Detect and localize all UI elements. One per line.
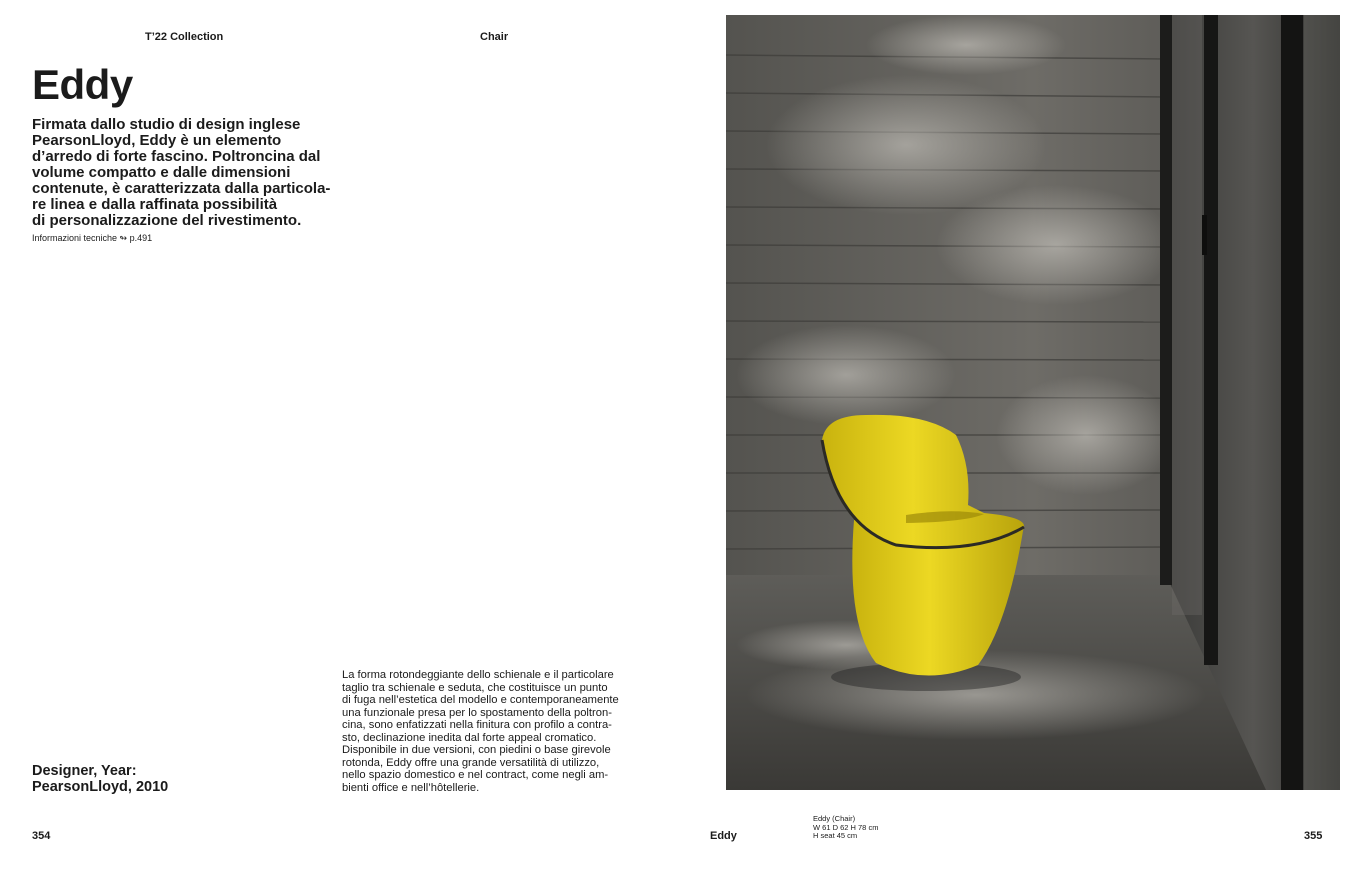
- body-line: rotonda, Eddy offre una grande versatilità di utilizzo,: [342, 756, 600, 769]
- lead-line: PearsonLloyd, Eddy è un elemento: [32, 132, 282, 149]
- running-header-category: Chair: [480, 31, 509, 43]
- designer-value: PearsonLloyd, 2010: [32, 779, 169, 795]
- body-line: di fuga nell’estetica del modello e contemporaneamente: [342, 694, 619, 706]
- body-line: nello spazio domestico e nel contract, come negli am-: [342, 769, 609, 781]
- running-footer-title: Eddy: [710, 830, 737, 842]
- lead-line: d’arredo di forte fascino. Poltroncina dal: [32, 148, 321, 165]
- product-photo: [726, 15, 1340, 790]
- caption-line: W 61 D 62 H 78 cm: [813, 822, 879, 832]
- body-line: sto, declinazione inedita dal forte appeal cromatico.: [342, 731, 597, 744]
- lead-line: di personalizzazione del rivestimento.: [32, 212, 302, 229]
- body-line: bienti office e nell’hôtellerie.: [342, 781, 480, 794]
- body-line: taglio tra schienale e seduta, che costituisce un punto: [342, 681, 608, 694]
- body-line: Disponibile in due versioni, con piedini o base girevole: [342, 744, 611, 756]
- caption-line: Eddy (Chair): [813, 814, 856, 823]
- page-number-left: 354: [32, 830, 51, 842]
- lead-line: volume compatto e dalle dimensioni: [32, 164, 291, 181]
- body-paragraph: [342, 669, 619, 794]
- designer-credit: [32, 763, 168, 795]
- body-line: cina, sono enfatizzati nella finitura con profilo a contra-: [342, 719, 612, 731]
- tech-info-link[interactable]: Informazioni tecniche ↬ p.491: [32, 233, 153, 243]
- page-title: Eddy: [32, 61, 133, 108]
- designer-label: Designer, Year:: [32, 763, 137, 779]
- body-line: una funzionale presa per lo spostamento della poltron-: [342, 706, 612, 719]
- lead-line: Firmata dallo studio di design inglese: [32, 116, 301, 133]
- photo-caption: [813, 815, 878, 841]
- lead-line: re linea e dalla raffinata possibilità: [32, 196, 278, 213]
- body-line: La forma rotondeggiante dello schienale e il particolare: [342, 669, 614, 681]
- running-header-collection: T’22 Collection: [145, 31, 224, 43]
- chair-photo-illustration: [726, 15, 1340, 790]
- lead-line: contenute, è caratterizzata dalla particola-: [32, 180, 331, 197]
- caption-line: H seat 45 cm: [813, 831, 858, 840]
- page-number-right: 355: [1304, 830, 1323, 842]
- lead-paragraph: [32, 117, 330, 229]
